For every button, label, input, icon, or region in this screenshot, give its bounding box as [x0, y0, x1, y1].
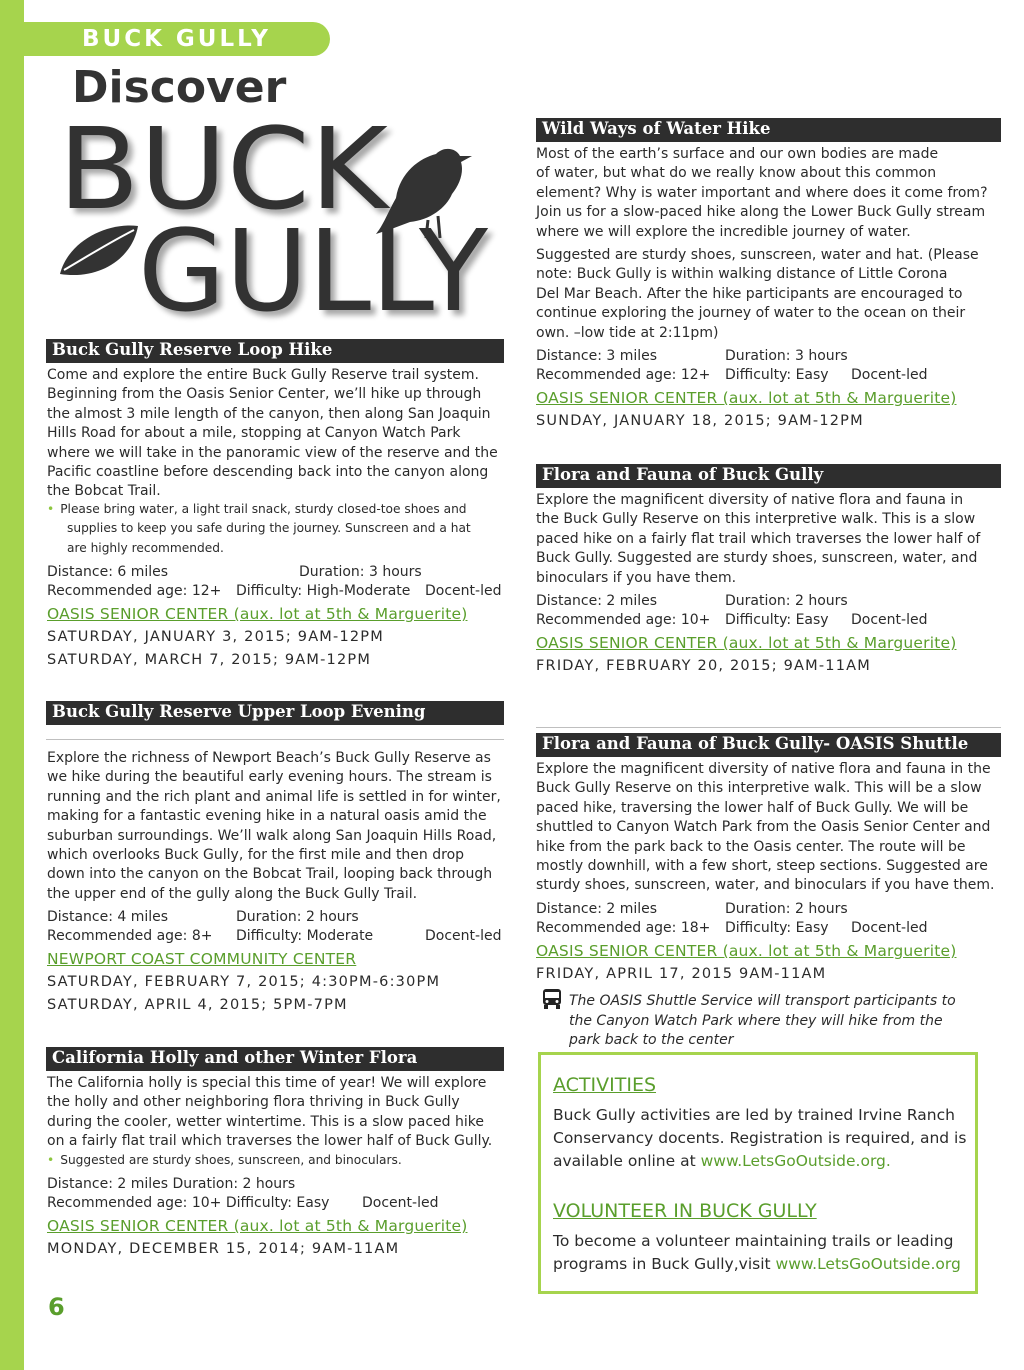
holly-bullet: • Suggested are sturdy shoes, sunscreen, and binoculars. — [47, 1153, 402, 1167]
flora-duration: Duration: 2 hours — [725, 593, 848, 609]
holly-location-link[interactable]: OASIS SENIOR CENTER (aux. lot at 5th & Marguerite) — [47, 1217, 468, 1235]
loop-age: Recommended age: 12+ — [47, 583, 222, 599]
loop-hike-description: Come and explore the entire Buck Gully Reserve trail system. Beginning from the Oasis Senior Center, we’ll hike up through the almost 3 mile length of the canyon, then along San Joaquin Hills Road for about a mile, stopping at Canyon Watch Park where we will take in the panoramic view of the reserve and the Pacific coastline before descending back into the canyon along the Bobcat Trail. — [47, 367, 498, 500]
loop-difficulty: Difficulty: High-Moderate — [236, 583, 411, 599]
activities-website-link[interactable]: www.LetsGoOutside.org. — [700, 1152, 891, 1170]
upper-loop-description: Explore the richness of Newport Beach’s Buck Gully Reserve as we hike during the beautiful early evening hours. The stream is running and the rich plant and animal life is settled in for winter, making for a fantastic evening hike in a natural oasis amid the suburban surroundings. We’ll walk along San Joaquin Hills Road, which overlooks Buck Gully, for the first mile and then drop down into the canyon on the Bobcat Trail, looping back through the upper end of the gully along the Buck Gully Trail. — [47, 750, 501, 902]
shuttle-location-link[interactable]: OASIS SENIOR CENTER (aux. lot at 5th & Marguerite) — [536, 942, 957, 960]
water-distance: Distance: 3 miles — [536, 348, 658, 364]
holly-date-1: MONDAY, DECEMBER 15, 2014; 9AM-11AM — [47, 1241, 400, 1257]
upper-difficulty: Difficulty: Moderate — [236, 928, 374, 944]
section-title-upper-loop: Buck Gully Reserve Upper Loop Evening — [46, 701, 504, 725]
section-title-wild-ways-water: Wild Ways of Water Hike — [536, 118, 1001, 142]
flora-location-link[interactable]: OASIS SENIOR CENTER (aux. lot at 5th & Marguerite) — [536, 634, 957, 652]
section-tab — [24, 22, 330, 56]
holly-description: The California holly is special this time of year! We will explore the holly and other neighboring flora thriving in Buck Gully during the cooler, wetter wintertime. This is a slow paced hike on a fairly flat trail which traverses the lower half of Buck Gully. — [47, 1075, 493, 1150]
water-description: Most of the earth’s surface and our own bodies are made of water, but what do we really know about this common element? Why is water important and where does it come from? Join us for a slow-paced hike along the Lower Buck Gully stream where we will explore the incredible journey of water. — [536, 146, 988, 240]
upper-date-2: SATURDAY, APRIL 4, 2015; 5PM-7PM — [47, 997, 348, 1013]
upper-loop-divider — [46, 739, 504, 740]
flora-led: Docent-led — [851, 612, 928, 628]
upper-age: Recommended age: 8+ — [47, 928, 213, 944]
upper-location-link[interactable]: NEWPORT COAST COMMUNITY CENTER — [47, 950, 357, 968]
activities-heading: ACTIVITIES — [553, 1074, 657, 1096]
shuttle-description: Explore the magnificent diversity of native flora and fauna in the Buck Gully Reserve on this interpretive walk. This will be a slow paced hike, traversing the lower half of Buck Gully. We will be shuttled to Canyon Watch Park from the Oasis Senior Center and hike from the park back to the Oasis center. The route will be mostly downhill, with a few short, steep sections. Suggested are sturdy shoes, sunscreen, water, and binoculars if you have them. — [536, 761, 995, 894]
shuttle-duration: Duration: 2 hours — [725, 901, 848, 917]
activities-text: Buck Gully activities are led by trained Irvine Ranch Conservancy docents. Registration is required, and is available online at www.LetsGoOutside.org. — [553, 1106, 967, 1170]
holly-distance-duration: Distance: 2 miles Duration: 2 hours — [47, 1176, 296, 1192]
section-title-california-holly: California Holly and other Winter Flora — [46, 1047, 504, 1071]
shuttle-divider — [536, 727, 1001, 728]
loop-hike-bullet: • Please bring water, a light trail snack, sturdy closed-toe shoes and supplies to keep you safe during the journey. Sunscreen and a hat are highly recommended. — [47, 502, 471, 555]
upper-date-1: SATURDAY, FEBRUARY 7, 2015; 4:30PM-6:30PM — [47, 974, 441, 990]
upper-distance: Distance: 4 miles — [47, 909, 169, 925]
water-location-link[interactable]: OASIS SENIOR CENTER (aux. lot at 5th & Marguerite) — [536, 389, 957, 407]
shuttle-note: The OASIS Shuttle Service will transport participants to the Canyon Watch Park where they will hike from the park back to the center — [569, 993, 956, 1048]
logo-gully-text: GULLY — [138, 207, 489, 330]
shuttle-date-1: FRIDAY, APRIL 17, 2015 9AM-11AM — [536, 966, 827, 982]
water-date-1: SUNDAY, JANUARY 18, 2015; 9AM-12PM — [536, 413, 864, 429]
buck-gully-logo — [58, 110, 508, 330]
flora-description: Explore the magnificent diversity of native flora and fauna in the Buck Gully Reserve on this interpretive walk. This is a slow paced hike on a fairly flat trail which traverses the lower half of Buck Gully. Suggested are sturdy shoes, sunscreen, water, and binoculars if you have them. — [536, 492, 981, 586]
shuttle-distance: Distance: 2 miles — [536, 901, 658, 917]
flora-age: Recommended age: 10+ — [536, 612, 711, 628]
water-age: Recommended age: 12+ — [536, 367, 711, 383]
volunteer-heading: VOLUNTEER IN BUCK GULLY — [553, 1200, 817, 1222]
section-title-loop-hike: Buck Gully Reserve Loop Hike — [46, 339, 504, 363]
volunteer-website-link[interactable]: www.LetsGoOutside.org — [775, 1255, 961, 1273]
shuttle-age: Recommended age: 18+ — [536, 920, 711, 936]
water-difficulty: Difficulty: Easy — [725, 367, 829, 383]
logo-buck-text: BUCK — [58, 110, 391, 235]
water-suggestions: Suggested are sturdy shoes, sunscreen, water and hat. (Please note: Buck Gully is within walking distance of Little Corona Del Mar Beach. After the hike participants are encouraged to continue exploring the journey of water to the ocean on their own. –low tide at 2:11pm) — [536, 247, 979, 341]
water-led: Docent-led — [851, 367, 928, 383]
section-title-shuttle: Flora and Fauna of Buck Gully- OASIS Shuttle — [536, 733, 1001, 757]
flora-difficulty: Difficulty: Easy — [725, 612, 829, 628]
loop-distance: Distance: 6 miles — [47, 564, 169, 580]
shuttle-led: Docent-led — [851, 920, 928, 936]
loop-date-1: SATURDAY, JANUARY 3, 2015; 9AM-12PM — [47, 629, 384, 645]
holly-age-difficulty: Recommended age: 10+ Difficulty: Easy — [47, 1195, 330, 1211]
loop-date-2: SATURDAY, MARCH 7, 2015; 9AM-12PM — [47, 652, 372, 668]
volunteer-text: To become a volunteer maintaining trails or leading programs in Buck Gully,visit www.LetsGoOutside.org — [553, 1232, 961, 1273]
upper-duration: Duration: 2 hours — [236, 909, 359, 925]
flora-distance: Distance: 2 miles — [536, 593, 658, 609]
loop-led: Docent-led — [425, 583, 502, 599]
left-accent-bar — [0, 0, 24, 1370]
section-title-flora-fauna: Flora and Fauna of Buck Gully — [536, 464, 1001, 488]
page-number: 6 — [48, 1293, 65, 1321]
upper-led: Docent-led — [425, 928, 502, 944]
section-tab-label: BUCK GULLY — [82, 26, 271, 52]
shuttle-difficulty: Difficulty: Easy — [725, 920, 829, 936]
loop-duration: Duration: 3 hours — [299, 564, 422, 580]
holly-led: Docent-led — [362, 1195, 439, 1211]
discover-heading: Discover — [72, 62, 287, 113]
loop-location-link[interactable]: OASIS SENIOR CENTER (aux. lot at 5th & Marguerite) — [47, 605, 468, 623]
bus-icon — [541, 988, 563, 1010]
water-duration: Duration: 3 hours — [725, 348, 848, 364]
flora-date-1: FRIDAY, FEBRUARY 20, 2015; 9AM-11AM — [536, 658, 871, 674]
